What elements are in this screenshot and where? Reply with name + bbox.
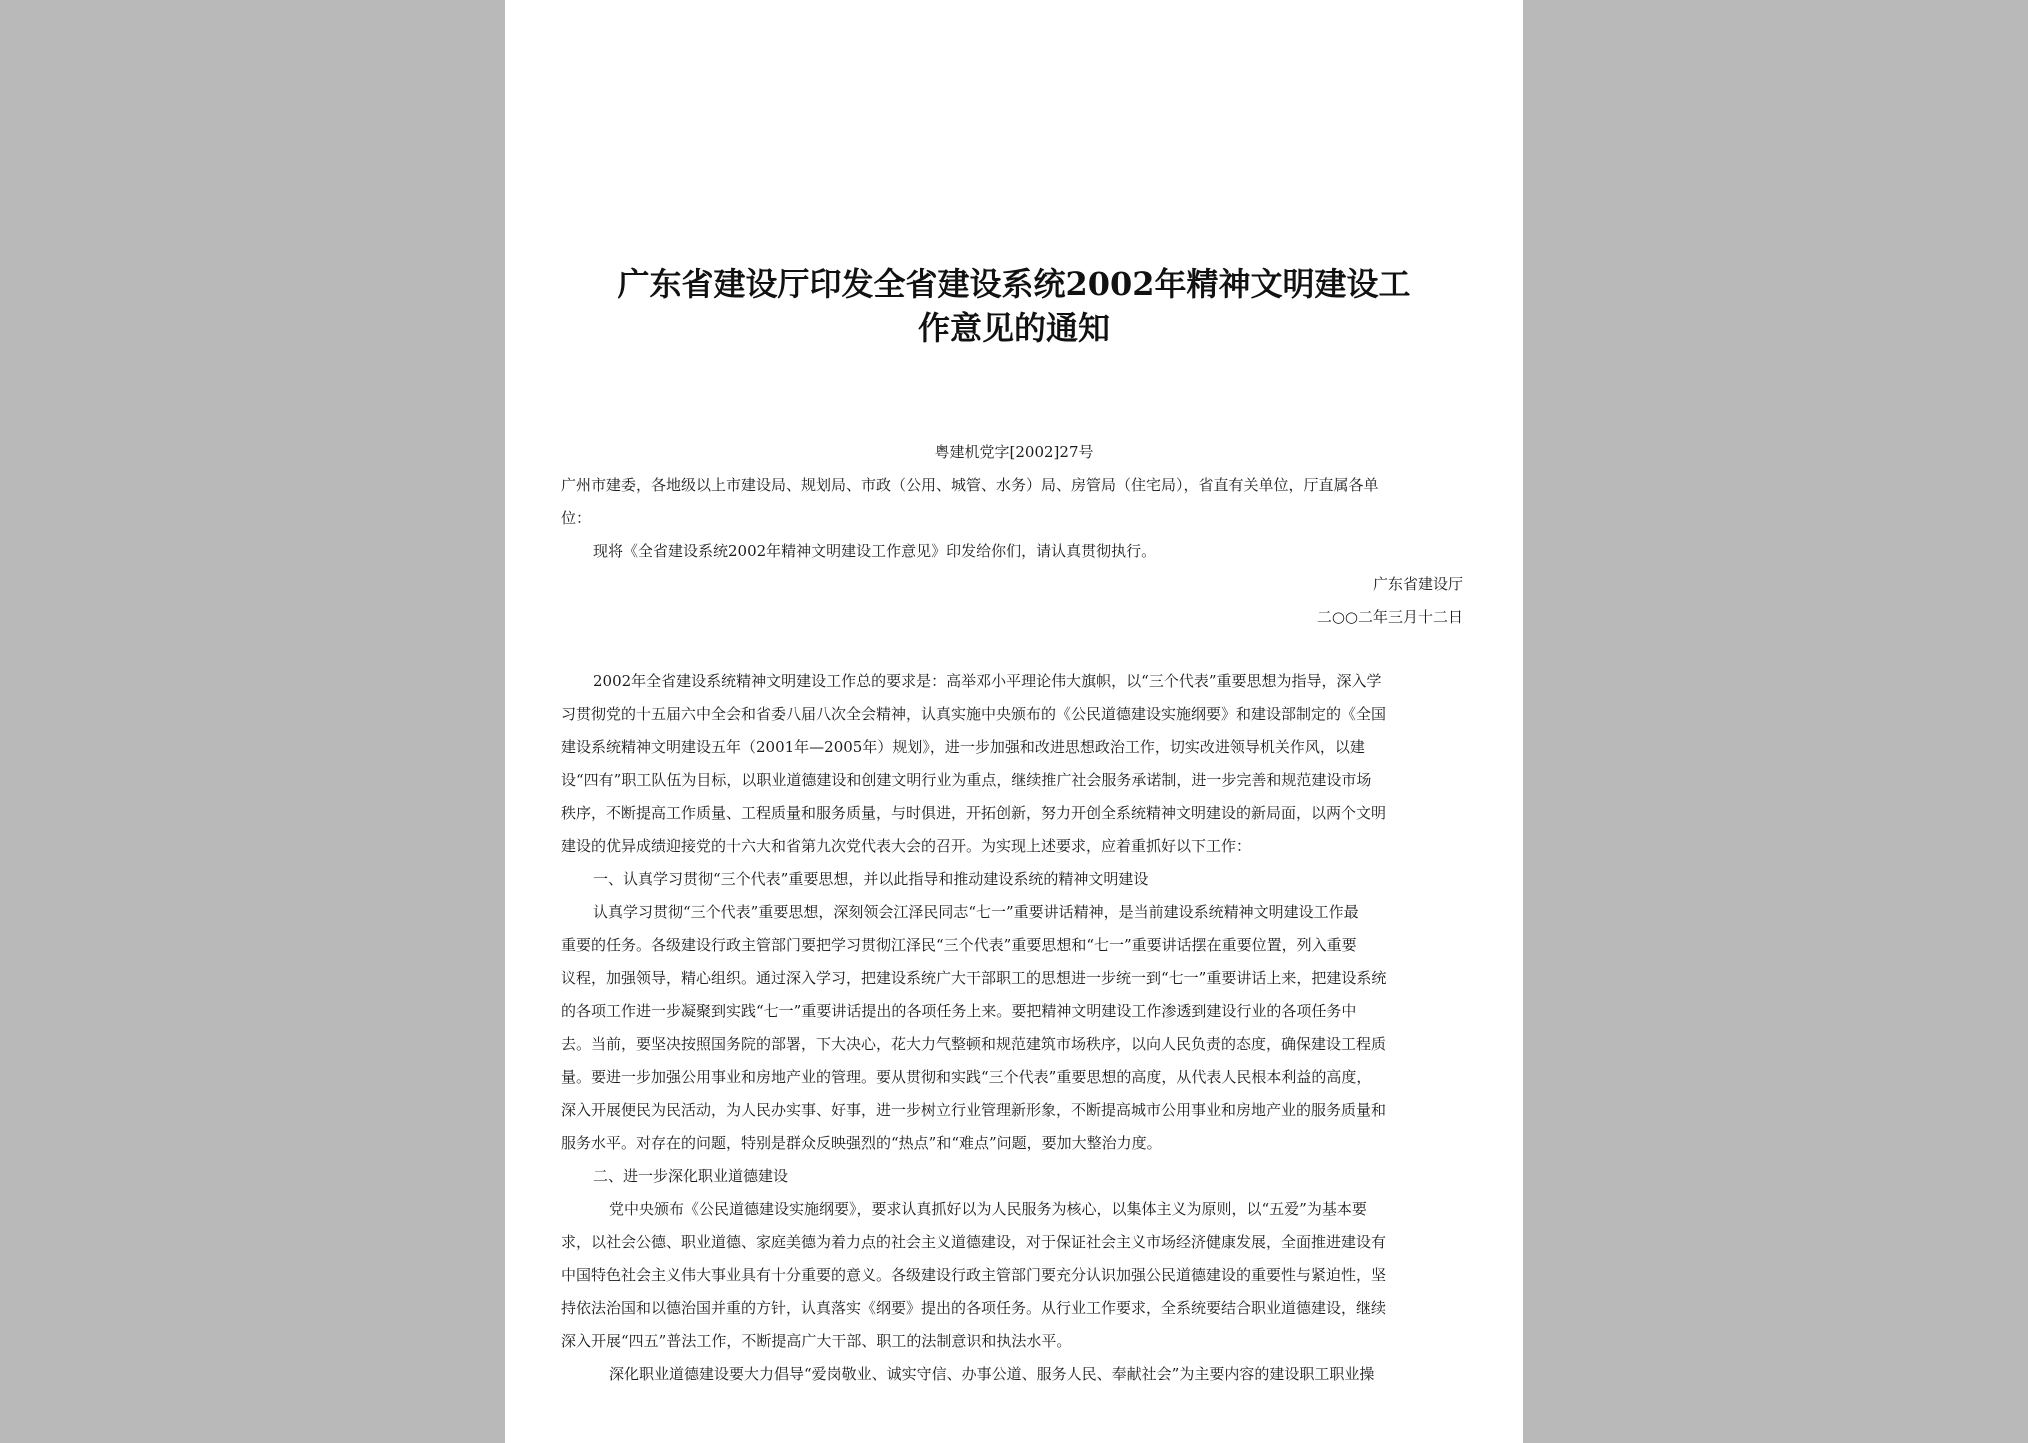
issuer: 广东省建设厅 — [1372, 575, 1463, 593]
body-line: 深化职业道德建设要大力倡导“爱岗敬业、诚实守信、办事公道、服务人民、奉献社会”为主要内容的建设职工职业操 — [609, 1365, 1375, 1383]
document-body — [561, 665, 1471, 1391]
body-line: 服务水平。对存在的问题，特别是群众反映强烈的“热点”和“难点”问题，要加大整治力度。 — [561, 1134, 1162, 1152]
body-line: 求，以社会公德、职业道德、家庭美德为着力点的社会主义道德建设，对于保证社会主义市场经济健康发展，全面推进建设有 — [561, 1233, 1387, 1251]
notice-text: 现将《全省建设系统2002年精神文明建设工作意见》印发给你们，请认真贯彻执行。 — [593, 542, 1157, 560]
recipients — [561, 469, 1471, 535]
title-line-2: 作意见的通知 — [917, 309, 1110, 347]
body-line: 中国特色社会主义伟大事业具有十分重要的意义。各级建设行政主管部门要充分认识加强公民道德建设的重要性与紧迫性，坚 — [561, 1266, 1387, 1284]
body-line: 一、认真学习贯彻“三个代表”重要思想，并以此指导和推动建设系统的精神文明建设 — [593, 870, 1149, 888]
body-line: 量。要进一步加强公用事业和房地产业的管理。要从贯彻和实践“三个代表”重要思想的高度，从代表人民根本利益的高度， — [561, 1068, 1372, 1086]
recipients-line-1: 广州市建委，各地级以上市建设局、规划局、市政（公用、城管、水务）局、房管局（住宅局），省直有关单位，厅直属各单 — [561, 476, 1379, 494]
body-line: 秩序，不断提高工作质量、工程质量和服务质量，与时俱进，开拓创新，努力开创全系统精神文明建设的新局面，以两个文明 — [561, 804, 1387, 822]
body-line: 深入开展“四五”普法工作，不断提高广大干部、职工的法制意识和执法水平。 — [561, 1332, 1072, 1350]
recipients-line-2: 位： — [561, 509, 592, 527]
body-line: 去。当前，要坚决按照国务院的部署，下大决心，花大力气整顿和规范建筑市场秩序，以向人民负责的态度，确保建设工程质 — [561, 1035, 1387, 1053]
document-title — [545, 262, 1483, 350]
body-line: 重要的任务。各级建设行政主管部门要把学习贯彻江泽民“三个代表”重要思想和“七一”重要讲话摆在重要位置，列入重要 — [561, 936, 1357, 954]
body-line: 二、进一步深化职业道德建设 — [593, 1167, 789, 1185]
document-page — [505, 0, 1523, 1443]
document-number: 粤建机党字[2002]27号 — [934, 443, 1094, 461]
issue-date: 二○○二年三月十二日 — [1316, 608, 1463, 626]
body-line: 习贯彻党的十五届六中全会和省委八届八次全会精神，认真实施中央颁布的《公民道德建设实施纲要》和建设部制定的《全国 — [561, 705, 1387, 723]
body-line: 认真学习贯彻“三个代表”重要思想，深刻领会江泽民同志“七一”重要讲话精神，是当前建设系统精神文明建设工作最 — [593, 903, 1359, 921]
body-line: 深入开展便民为民活动，为人民办实事、好事，进一步树立行业管理新形象，不断提高城市公用事业和房地产业的服务质量和 — [561, 1101, 1387, 1119]
notice — [561, 535, 1471, 568]
body-line: 的各项工作进一步凝聚到实践“七一”重要讲话提出的各项任务上来。要把精神文明建设工作渗透到建设行业的各项任务中 — [561, 1002, 1357, 1020]
body-line: 设“四有”职工队伍为目标，以职业道德建设和创建文明行业为重点，继续推广社会服务承诺制，进一步完善和规范建设市场 — [561, 771, 1372, 789]
title-line-1: 广东省建设厅印发全省建设系统2002年精神文明建设工 — [617, 265, 1411, 303]
body-line: 持依法治国和以德治国并重的方针，认真落实《纲要》提出的各项任务。从行业工作要求，全系统要结合职业道德建设，继续 — [561, 1299, 1387, 1317]
body-line: 建设的优异成绩迎接党的十六大和省第九次党代表大会的召开。为实现上述要求，应着重抓好以下工作： — [561, 837, 1252, 855]
body-line: 2002年全省建设系统精神文明建设工作总的要求是：高举邓小平理论伟大旗帜，以“三个代表”重要思想为指导，深入学 — [593, 672, 1382, 690]
body-line: 议程，加强领导，精心组织。通过深入学习，把建设系统广大干部职工的思想进一步统一到“七一”重要讲话上来，把建设系统 — [561, 969, 1387, 987]
body-line: 建设系统精神文明建设五年（2001年—2005年）规划》，进一步加强和改进思想政治工作，切实改进领导机关作风，以建 — [561, 738, 1365, 756]
body-line: 党中央颁布《公民道德建设实施纲要》，要求认真抓好以为人民服务为核心，以集体主义为原则，以“五爱”为基本要 — [609, 1200, 1367, 1218]
